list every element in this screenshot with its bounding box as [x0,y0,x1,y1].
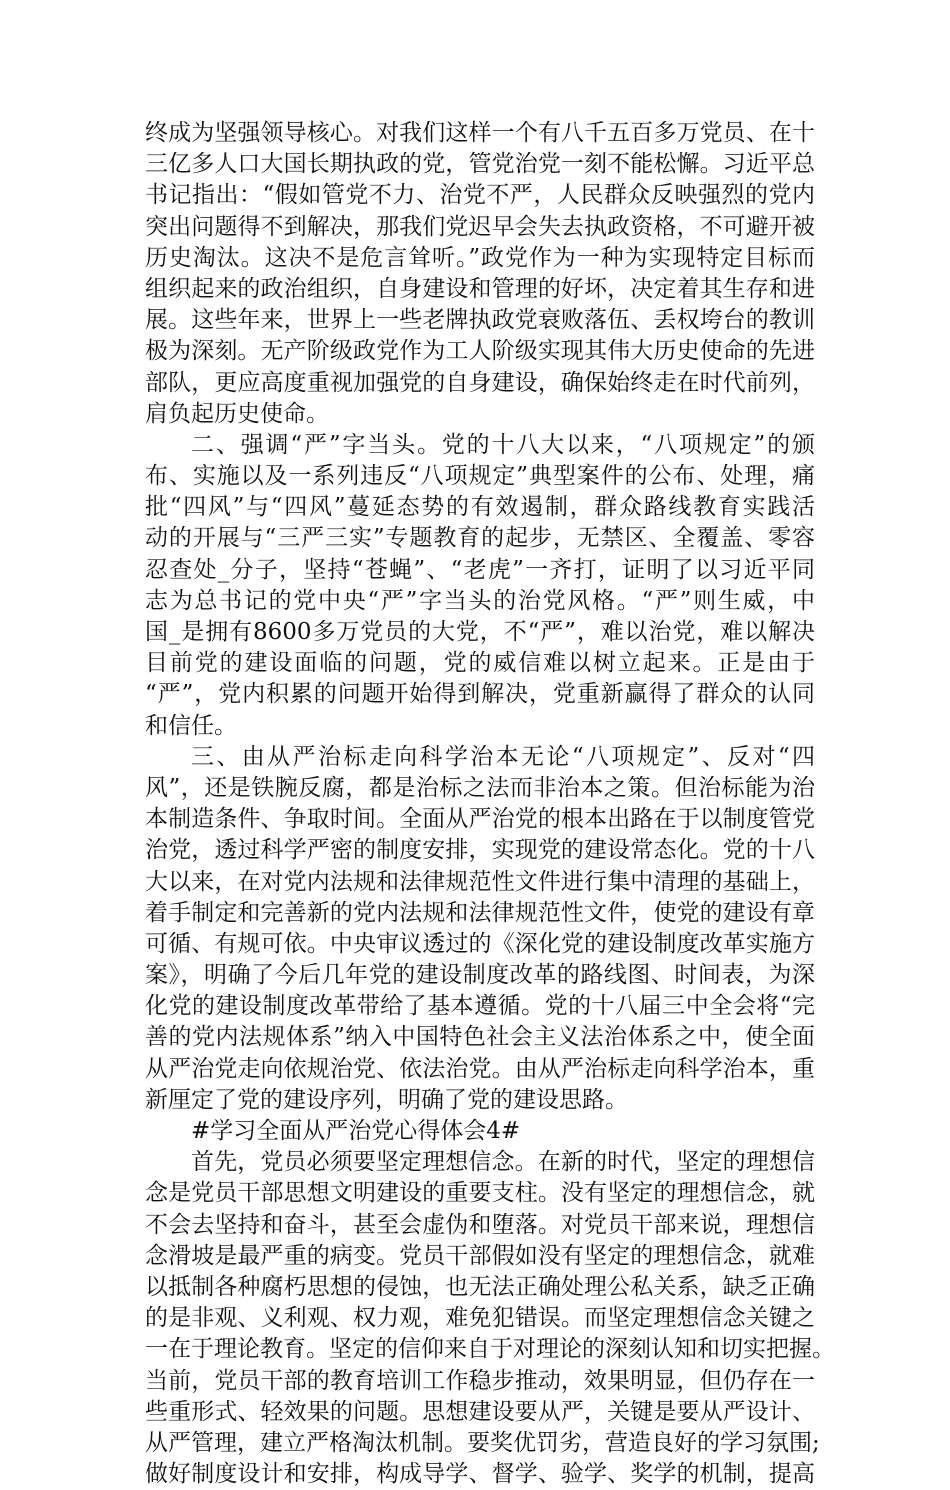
text-line: 忍查处_分子，坚持“苍蝇”、“老虎”一齐打，证明了以习近平同 [145,556,815,583]
text-line: 些重形式、轻效果的问题。思想建设要从严，关键是要从严设计、 [145,1398,815,1425]
heading-line: #学习全面从严治党心得体会4# [191,1118,521,1144]
text-line: 终成为坚强领导核心。对我们这样一个有八千五百多万党员、在十 [145,120,815,146]
text-line: 从严治党走向依规治党、依法治党。由从严治标走向科学治本，重 [145,1055,815,1082]
text-line: 一在于理论教育。坚定的信仰来自于对理论的深刻认知和切实把握。 [145,1336,835,1363]
text-line: 部队，更应高度重视加强党的自身建设，确保始终走在时代前列， [145,369,815,396]
text-line: 本制造条件、争取时间。全面从严治党的根本出路在于以制度管党 [145,806,815,833]
text-line: 治党，透过科学严密的制度安排，实现党的建设常态化。党的十八 [145,837,815,864]
text-line: 目前党的建设面临的问题，党的威信难以树立起来。正是由于 [145,650,815,677]
text-line: 和信任。 [145,712,237,739]
text-line: 极为深刻。无产阶级政党作为工人阶级实现其伟大历史使命的先进 [145,338,815,365]
section-heading [145,1116,815,1147]
text-line: 当前，党员干部的教育培训工作稳步推动，效果明显，但仍存在一 [145,1367,815,1394]
text-line: 化党的建设制度改革带给了基本遵循。党的十八届三中全会将“完 [145,993,815,1020]
text-line: 以抵制各种腐朽思想的侵蚀，也无法正确处理公私关系，缺乏正确 [145,1273,815,1300]
text-line: 念是党员干部思想文明建设的重要支柱。没有坚定的理想信念，就 [145,1180,815,1207]
text-line: 动的开展与“三严三实”专题教育的起步，无禁区、全覆盖、零容 [145,525,815,552]
text-line: 风”，还是铁腕反腐，都是治标之法而非治本之策。但治标能为治 [145,774,815,801]
text-line: 志为总书记的党中央“严”字当头的治党风格。“严”则生威，中 [145,587,815,614]
text-line: 批“四风”与“四风”蔓延态势的有效遏制，群众路线教育实践活 [145,494,815,521]
text-line: 做好制度设计和安排，构成导学、督学、验学、奖学的机制，提高 [145,1461,815,1488]
text-line: 展。这些年来，世界上一些老牌执政党衰败落伍、丢权垮台的教训 [145,307,815,334]
text-line: 历史淘汰。这决不是危言耸听。”政党作为一种为实现特定目标而 [145,244,815,271]
text-line: 二、强调“严”字当头。党的十八大以来，“八项规定”的颁 [191,431,815,458]
text-line: 三、由从严治标走向科学治本无论“八项规定”、反对“四 [191,743,815,770]
text-line: 善的党内法规体系”纳入中国特色社会主义法治体系之中，使全面 [145,1024,815,1051]
text-line: 组织起来的政治组织，自身建设和管理的好坏，决定着其生存和进 [145,275,815,302]
document-page [145,118,835,1490]
text-line: 肩负起历史使命。 [145,400,329,427]
text-line: 案》，明确了今后几年党的建设制度改革的路线图、时间表，为深 [145,962,815,989]
text-line: 布、实施以及一系列违反“八项规定”典型案件的公布、处理，痛 [145,463,815,490]
text-line: 国_是拥有8600多万党员的大党，不“严”，难以治党，难以解决 [145,619,815,645]
text-line: 书记指出：“假如管党不力、治党不严，人民群众反映强烈的党内 [145,182,815,209]
text-line: 从严管理，建立严格淘汰机制。要奖优罚劣，营造良好的学习氛围; [145,1429,820,1456]
text-line: 大以来，在对党内法规和法律规范性文件进行集中清理的基础上， [145,868,815,895]
text-line: 念滑坡是最严重的病变。党员干部假如没有坚定的理想信念，就难 [145,1242,815,1269]
paragraph-1 [145,118,815,430]
text-line: 三亿多人口大国长期执政的党，管党治党一刻不能松懈。习近平总 [145,151,815,178]
text-line: 突出问题得不到解决，那我们党迟早会失去执政资格，不可避开被 [145,213,815,240]
text-line: 新厘定了党的建设序列，明确了党的建设思路。 [145,1086,628,1113]
text-line: 首先，党员必须要坚定理想信念。在新的时代，坚定的理想信 [191,1149,815,1176]
paragraph-3 [145,742,815,1116]
text-line: 的是非观、义利观、权力观，难免犯错误。而坚定理想信念关键之 [145,1305,815,1332]
paragraph-2 [145,430,815,742]
text-line: “严”，党内积累的问题开始得到解决，党重新赢得了群众的认同 [145,681,815,708]
paragraph-4 [145,1147,835,1490]
text-line: 不会去坚持和奋斗，甚至会虚伪和堕落。对党员干部来说，理想信 [145,1211,815,1238]
text-line: 可循、有规可依。中央审议透过的《深化党的建设制度改革实施方 [145,930,815,957]
text-line: 着手制定和完善新的党内法规和法律规范性文件，使党的建设有章 [145,899,815,926]
